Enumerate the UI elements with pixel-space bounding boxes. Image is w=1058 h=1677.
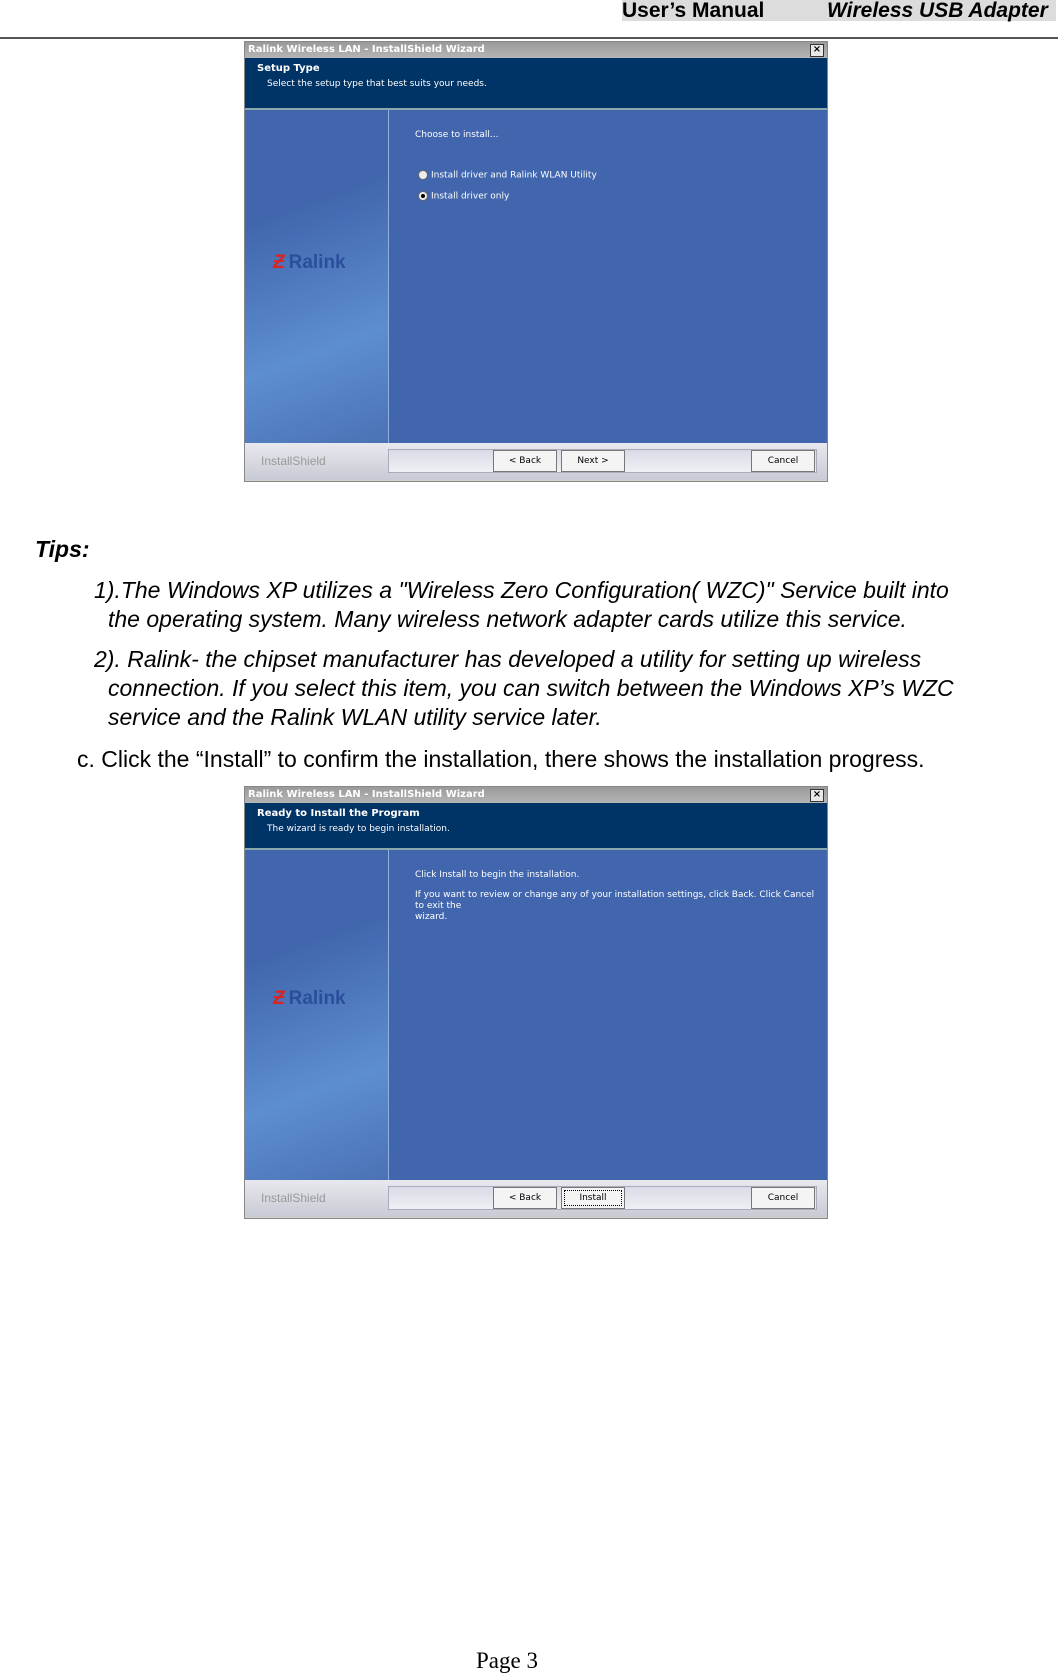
back-button[interactable]: < Back [493, 1187, 557, 1209]
dialog-footer [245, 1180, 827, 1217]
tip-1-cont: the operating system. Many wireless network adapter cards utilize this service. [108, 606, 907, 632]
option-driver-utility[interactable]: Install driver and Ralink WLAN Utility [418, 170, 597, 182]
tip-2-cont2: service and the Ralink WLAN utility service later. [108, 704, 602, 730]
tips-title: Tips: [35, 536, 90, 562]
title-bar [245, 787, 827, 803]
heading: Setup Type [257, 63, 320, 74]
header-manual: User’s Manual [622, 0, 765, 22]
close-icon[interactable]: × [810, 789, 824, 802]
dialog-header [245, 58, 827, 110]
next-button[interactable]: Next > [561, 450, 625, 472]
setup-type-dialog [244, 41, 828, 482]
subheading: Select the setup type that best suits your needs. [267, 79, 487, 89]
install-button[interactable]: Install [561, 1187, 625, 1209]
header-product: Wireless USB Adapter [827, 0, 1048, 22]
heading: Ready to Install the Program [257, 808, 420, 819]
page-header [622, 0, 1056, 21]
dialog-footer [245, 443, 827, 480]
tip-2-cont: connection. If you select this item, you can switch between the Windows XP’s WZC [108, 675, 954, 701]
instruction: Click Install to begin the installation. [415, 870, 580, 880]
title-bar [245, 42, 827, 58]
prompt: Choose to install... [415, 130, 499, 140]
tip-2: 2). Ralink- the chipset manufacturer has developed a utility for setting up wireless [94, 646, 922, 672]
installshield-brand: InstallShield [261, 1191, 326, 1205]
page-number: Page 3 [476, 1648, 538, 1673]
header-rule [0, 37, 1058, 39]
instruction-block [415, 890, 815, 923]
instruction-2: If you want to review or change any of your installation settings, click Back. Click Cancel to exit the [415, 890, 815, 911]
ralink-logo: Ƶ Ralink [273, 988, 346, 1009]
radio-icon[interactable] [418, 170, 428, 180]
option-driver-only[interactable]: Install driver only [418, 191, 509, 203]
step-c: c. Click the “Install” to confirm the installation, there shows the installation progress. [77, 746, 925, 772]
dialog-title: Ralink Wireless LAN - InstallShield Wizard [248, 44, 485, 55]
cancel-button[interactable]: Cancel [751, 450, 815, 472]
close-icon[interactable]: × [810, 44, 824, 57]
back-button[interactable]: < Back [493, 450, 557, 472]
side-panel [245, 850, 389, 1180]
dialog-body [245, 110, 827, 443]
installshield-brand: InstallShield [261, 454, 326, 468]
ready-install-dialog [244, 786, 828, 1219]
tip-1: 1).The Windows XP utilizes a "Wireless Zero Configuration( WZC)" Service built into [94, 577, 949, 603]
dialog-title: Ralink Wireless LAN - InstallShield Wizard [248, 789, 485, 800]
dialog-body [245, 850, 827, 1180]
instruction-3: wizard. [415, 912, 448, 922]
dialog-header [245, 803, 827, 850]
ralink-logo: Ƶ Ralink [273, 252, 346, 273]
cancel-button[interactable]: Cancel [751, 1187, 815, 1209]
subheading: The wizard is ready to begin installation. [267, 824, 450, 834]
side-panel [245, 110, 389, 443]
radio-selected-icon[interactable] [418, 191, 428, 201]
